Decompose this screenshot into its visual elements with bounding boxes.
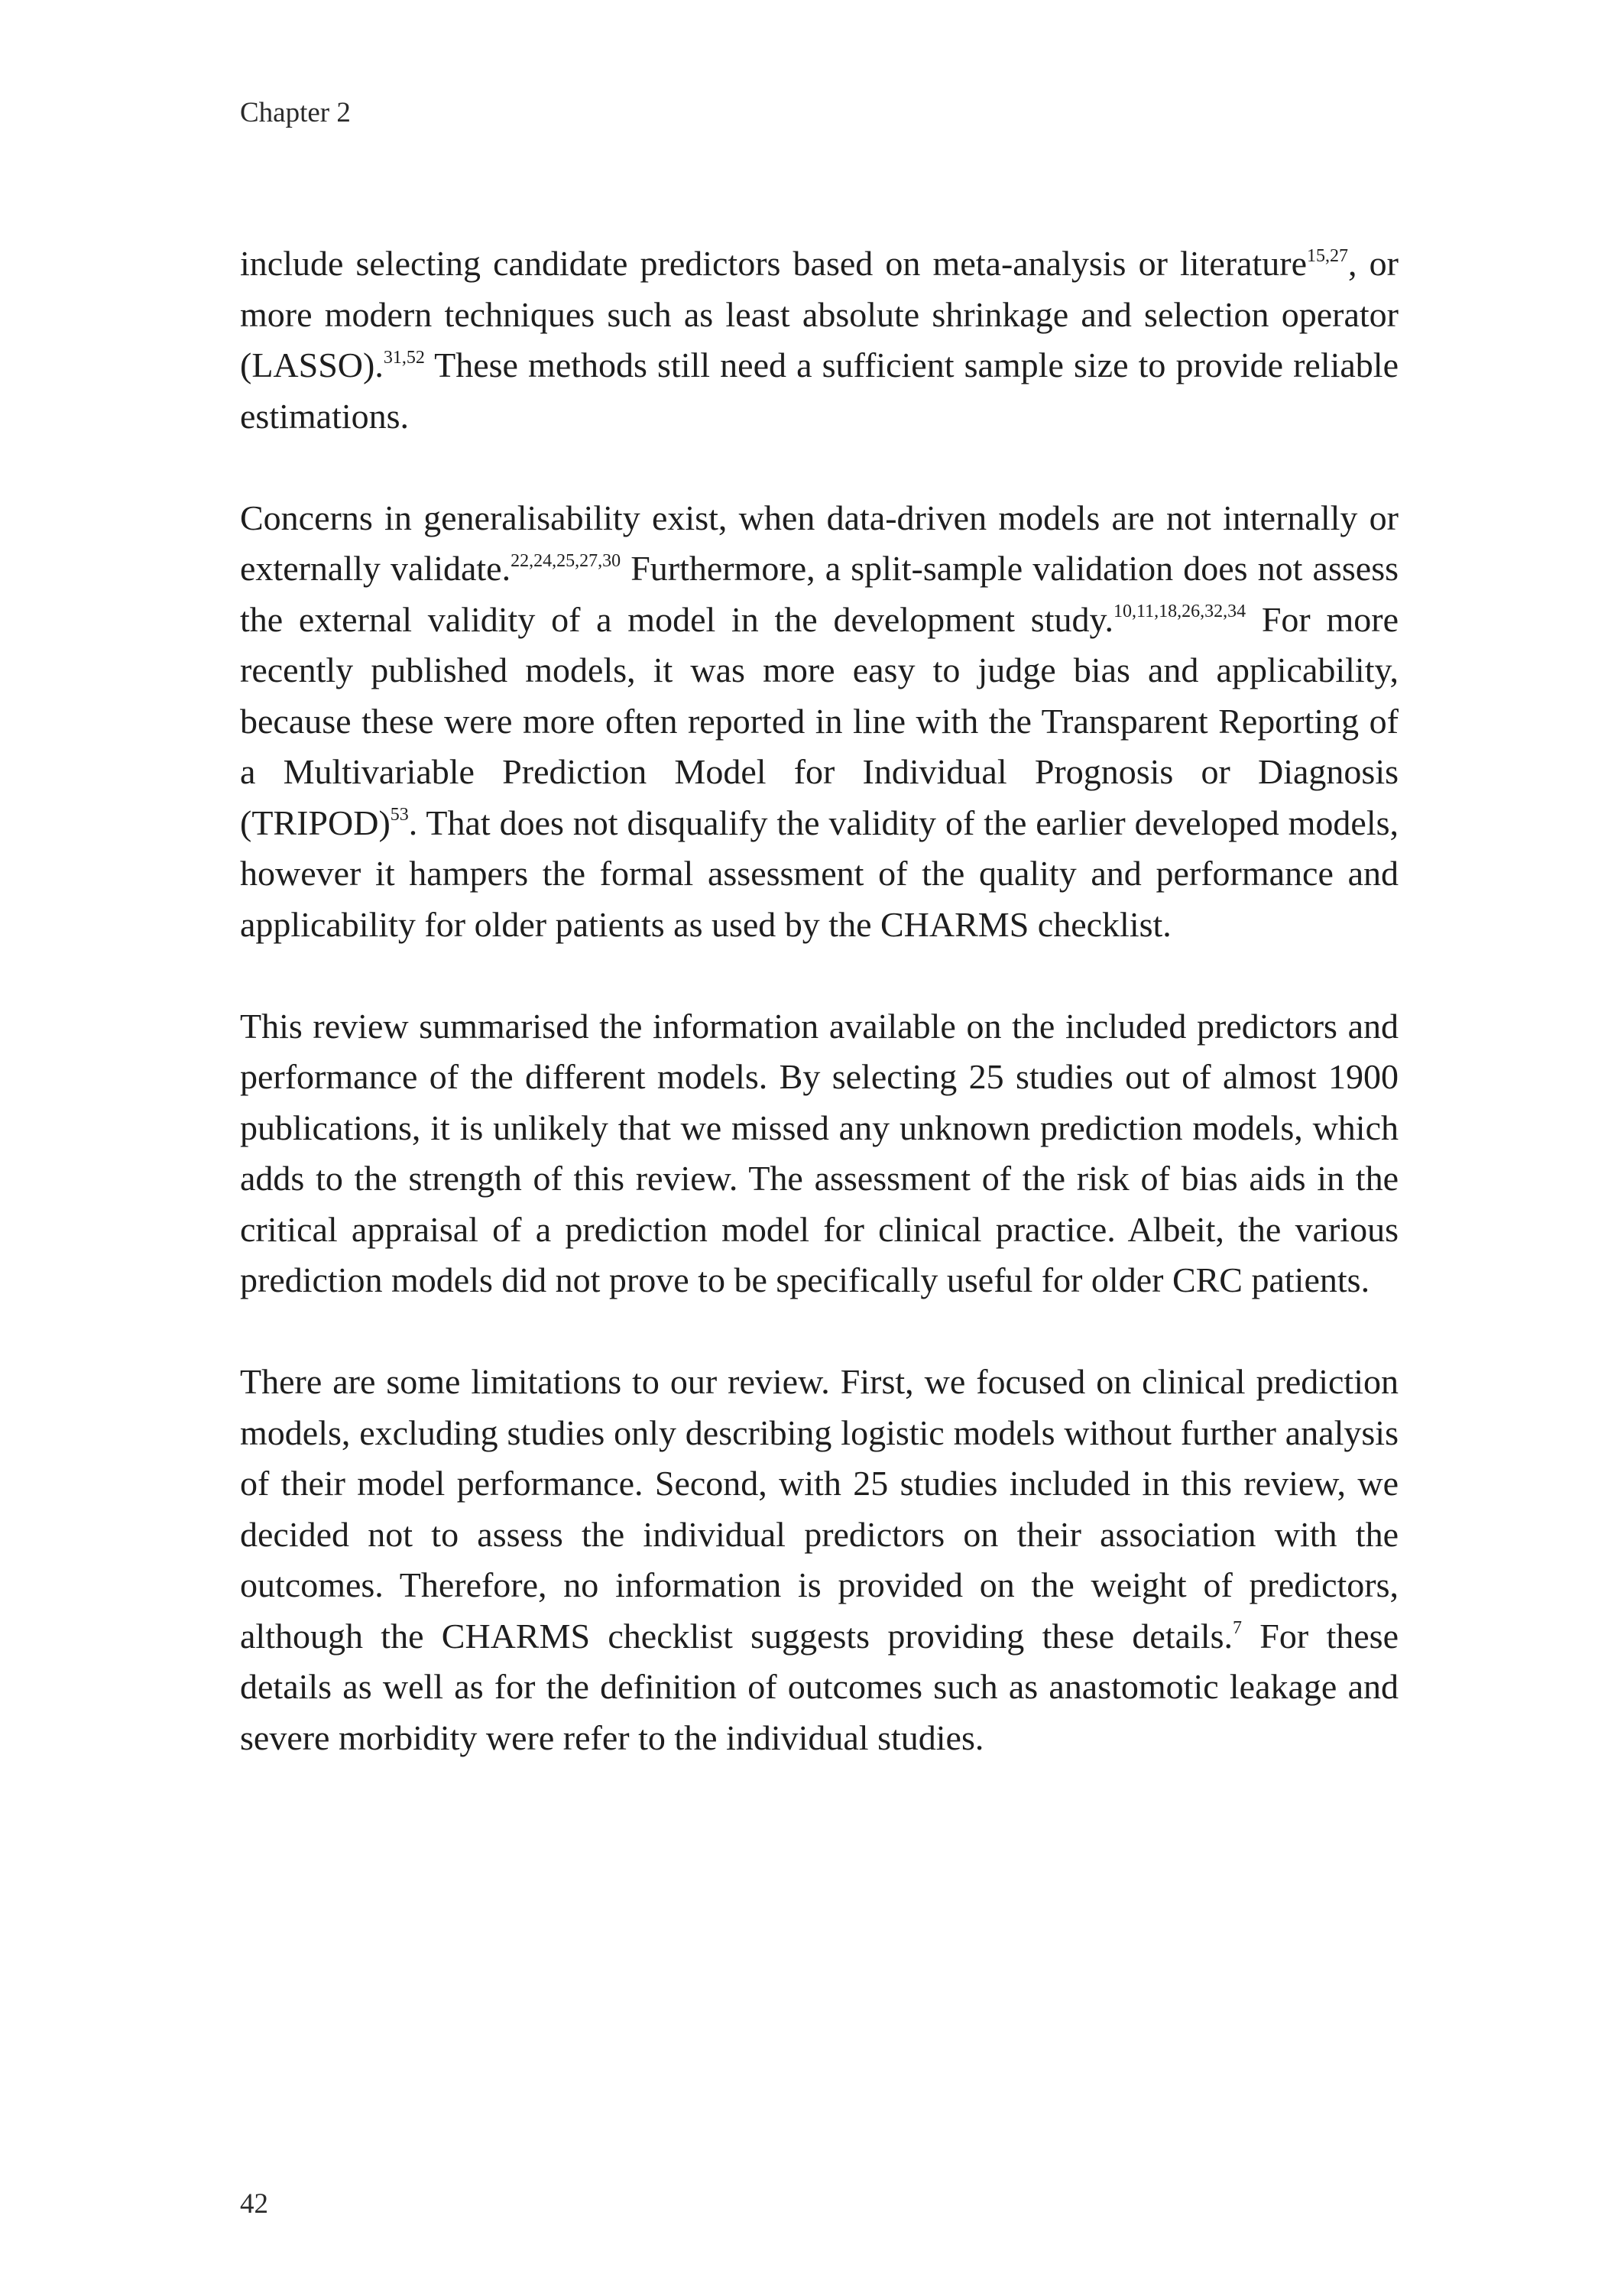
paragraph-2-text-3: For more recently published models, it was more easy to judge bias and applicability, because these were more often reported in line with the Transparent Reporting of a Multivariable Prediction Model for Individual Prognosis or Diagnosis (TRIPOD) (240, 599, 1399, 842)
body-text (240, 238, 1399, 1763)
citation-superscript: 31,52 (383, 347, 425, 368)
citation-superscript: 22,24,25,27,30 (511, 550, 621, 571)
paragraph-1 (240, 238, 1399, 442)
running-head: Chapter 2 (240, 97, 351, 128)
paragraph-2-text-2: Furthermore, a split-sample validation does not assess the external validity of a model in the development study. (240, 549, 1399, 639)
paragraph-1-text-2: , or more modern techniques such as least absolute shrinkage and selection operator (LASSO). (240, 244, 1399, 384)
paragraph-3-text: This review summarised the information available on the included predictors and performance of the different models. By selecting 25 studies out of almost 1900 publications, it is unlikely that we missed any unknown prediction models, which adds to the strength of this review. The assessment of the risk of bias aids in the critical appraisal of a prediction model for clinical practice. Albeit, the various prediction models did not prove to be specifically useful for older CRC patients. (240, 1006, 1399, 1299)
paragraph-4-text-1: There are some limitations to our review. First, we focused on clinical prediction models, excluding studies only describing logistic models without further analysis of their model performance. Second, with 25 studies included in this review, we decided not to assess the individual predictors on their association with the outcomes. Therefore, no information is provided on the weight of predictors, although the CHARMS checklist suggests providing these details. (240, 1362, 1399, 1656)
citation-superscript: 10,11,18,26,32,34 (1113, 602, 1246, 622)
paragraph-3 (240, 1001, 1399, 1306)
paragraph-1-text-1: include selecting candidate predictors based on meta-analysis or literature (240, 244, 1308, 283)
paragraph-2-text-4: . That does not disqualify the validity of the earlier developed models, however it hampers the formal assessment of the quality and performance and applicability for older patients as used by the CHARMS checklist. (240, 803, 1399, 944)
paragraph-4-text-2: For these details as well as for the definition of outcomes such as anastomotic leakage and severe morbidity were refer to the individual studies. (240, 1616, 1399, 1757)
paragraph-4 (240, 1357, 1399, 1763)
page-number: 42 (240, 2188, 268, 2220)
paragraph-2-text-1: Concerns in generalisability exist, when data-driven models are not internally or externally validate. (240, 498, 1399, 588)
paragraph-2 (240, 493, 1399, 951)
citation-superscript: 15,27 (1307, 245, 1349, 266)
citation-superscript: 53 (390, 805, 409, 825)
citation-superscript: 7 (1232, 1618, 1242, 1639)
paragraph-1-text-3: These methods still need a sufficient sample size to provide reliable estimations. (240, 345, 1399, 436)
